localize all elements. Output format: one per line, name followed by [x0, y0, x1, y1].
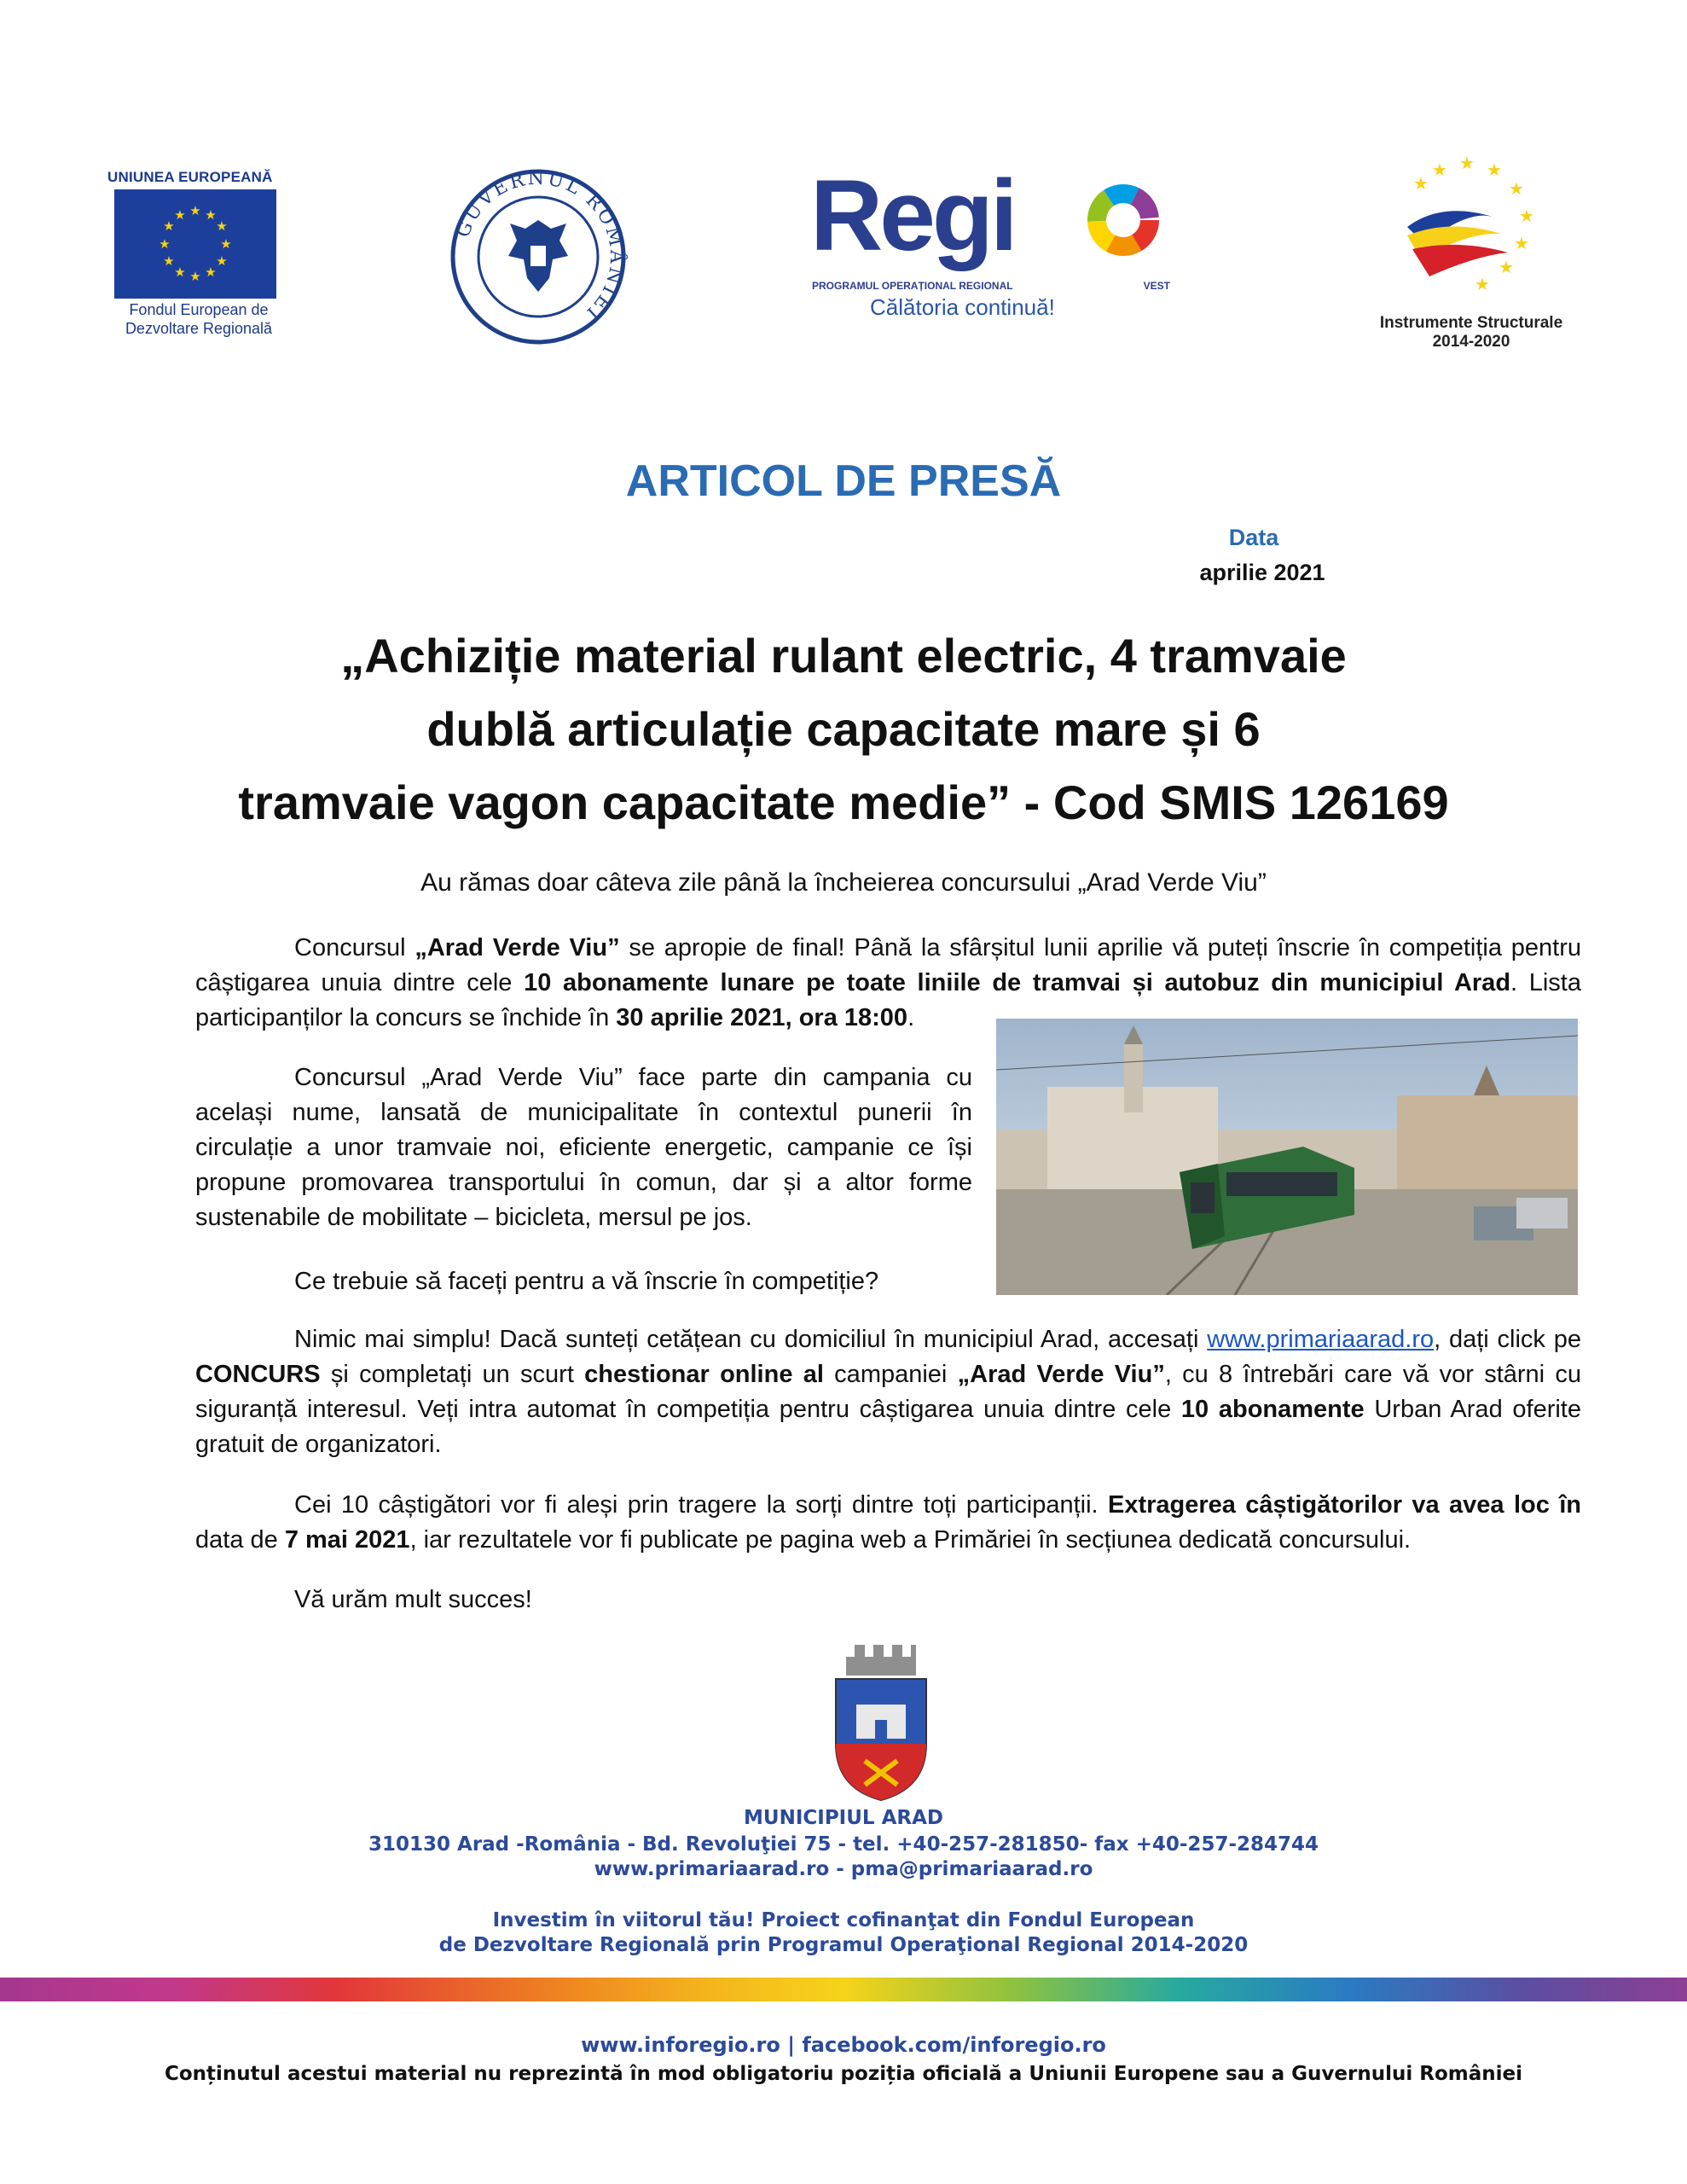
paragraph-3: Ce trebuie să faceți pentru a vă înscrie în competiție? — [294, 1268, 879, 1295]
svg-text:★: ★ — [216, 253, 228, 269]
paragraph-2: Concursul „Arad Verde Viu” face parte din campania cu același nume, lansată de municipalitate în contextul punerii în circulație a unor tramvaie noi, eficiente energetic, campanie ce își propune promovarea transportului în comun, dar și a altor forme sustenabile de mobilitate – bicicleta, mersul pe jos. — [195, 1064, 972, 1231]
paragraph-4: Nimic mai simplu! Dacă sunteți cetățean cu domiciliul în municipiul Arad, accesați www.primariaarad.ro, dați click pe CONCURS și completați un scurt chestionar online al campaniei „Arad Verde Viu”, cu 8 întrebări care vă vor stârni cu siguranță interesul. Veți intra automat în competiția pentru câștigarea unuia dintre cele 10 abonamente Urban Arad oferite gratuit de organizatori. — [195, 1326, 1581, 1458]
eu-flag-icon — [114, 189, 276, 299]
article-type-title: ARTICOL DE PRESĂ — [625, 456, 1062, 506]
subtitle: Au rămas doar câteva zile până la încheierea concursului „Arad Verde Viu” — [420, 868, 1267, 897]
regio-tagline: Călătoria continuă! — [870, 294, 1055, 320]
svg-text:★: ★ — [159, 236, 171, 252]
paragraph-1: Concursul „Arad Verde Viu” se apropie de final! Până la sfârșitul lunii aprilie vă puteți înscrie în competiția pentru câștigarea unuia dintre cele 10 abonamente lunare pe toate liniile de tramvai și autobuz din municipiul Arad. Lista participanților la concurs se închide în 30 aprilie 2021, ora 18:00. — [195, 934, 1581, 1031]
regio-color-ring-icon — [1086, 183, 1161, 258]
paragraph-5: Cei 10 câștigători vor fi aleși prin tragere la sorți dintre toți participanții. Extragerea câștigătorilor va avea loc în data de 7 mai 2021, iar rezultatele vor fi publicate pe pagina web a Primăriei în secțiunea dedicată concursului. — [195, 1491, 1582, 1554]
instrumente-structurale-logo-icon — [1390, 150, 1544, 304]
municipality-web: www.primariaarad.ro - pma@primariaarad.ro — [594, 1858, 1093, 1880]
svg-text:★: ★ — [163, 253, 175, 269]
svg-text:★: ★ — [205, 264, 217, 280]
footer-disclaimer: Conținutul acestui material nu reprezintă în mod obligatoriu poziția oficială a Uniunii Europene sau a Guvernului României — [165, 2063, 1522, 2085]
svg-text:★: ★ — [189, 269, 201, 284]
svg-text:★: ★ — [220, 236, 232, 252]
svg-text:★: ★ — [1432, 160, 1447, 180]
investment-line-2: de Dezvoltare Regională prin Programul Operaţional Regional 2014-2020 — [438, 1934, 1249, 1956]
tram-photo — [996, 1019, 1578, 1295]
investment-line-1: Investim în viitorul tău! Proiect cofinanţat din Fondul European — [492, 1909, 1195, 1931]
municipality-address: 310130 Arad -România - Bd. Revoluţiei 75 - tel. +40-257-281850- fax +40-257-284744 — [368, 1833, 1319, 1856]
svg-text:★: ★ — [189, 203, 201, 218]
svg-text:★: ★ — [205, 207, 217, 223]
svg-text:★: ★ — [174, 264, 186, 280]
footer-links[interactable]: www.inforegio.ro | facebook.com/inforegio.ro — [581, 2033, 1106, 2057]
svg-text:★: ★ — [1519, 206, 1534, 226]
regio-program-caption: PROGRAMUL OPERAȚIONAL REGIONAL VEST — [812, 280, 1170, 292]
svg-text:★: ★ — [216, 218, 228, 234]
government-seal-icon — [449, 167, 628, 346]
svg-text:★: ★ — [1413, 173, 1429, 194]
arad-coat-of-arms-icon — [831, 1641, 931, 1802]
municipality-name: MUNICIPIUL ARAD — [744, 1807, 943, 1829]
eu-logo-title: UNIUNEA EUROPEANĂ — [107, 169, 273, 185]
regio-logo-word: Regi — [810, 160, 1015, 272]
svg-text:★: ★ — [1514, 233, 1529, 253]
svg-text:★: ★ — [1487, 160, 1502, 180]
svg-text:★: ★ — [174, 207, 186, 223]
svg-text:★: ★ — [1499, 257, 1514, 277]
headline: „Achiziție material rulant electric, 4 tramvaie dublă articulație capacitate mare și 6 tramvaie vagon capacitate medie” - Cod SMIS 126169 — [238, 629, 1449, 829]
paragraph-6: Vă urăm mult succes! — [294, 1586, 532, 1613]
eu-fund-caption: Fondul European de Dezvoltare Regională — [125, 301, 273, 337]
svg-text:★: ★ — [1459, 153, 1475, 173]
date-label: Data — [1228, 525, 1279, 550]
instrumente-structurale-caption: Instrumente Structurale 2014-2020 — [1379, 314, 1563, 351]
svg-text:★: ★ — [163, 218, 175, 234]
svg-text:★: ★ — [1509, 178, 1524, 199]
date-value: aprilie 2021 — [1199, 560, 1325, 585]
primaria-link[interactable]: www.primariaarad.ro — [1207, 1326, 1435, 1353]
rainbow-divider — [0, 1978, 1687, 2001]
svg-text:GUVERNUL ROMÂNIEI: GUVERNUL ROMÂNIEI — [452, 167, 628, 326]
svg-text:★: ★ — [1475, 274, 1490, 294]
